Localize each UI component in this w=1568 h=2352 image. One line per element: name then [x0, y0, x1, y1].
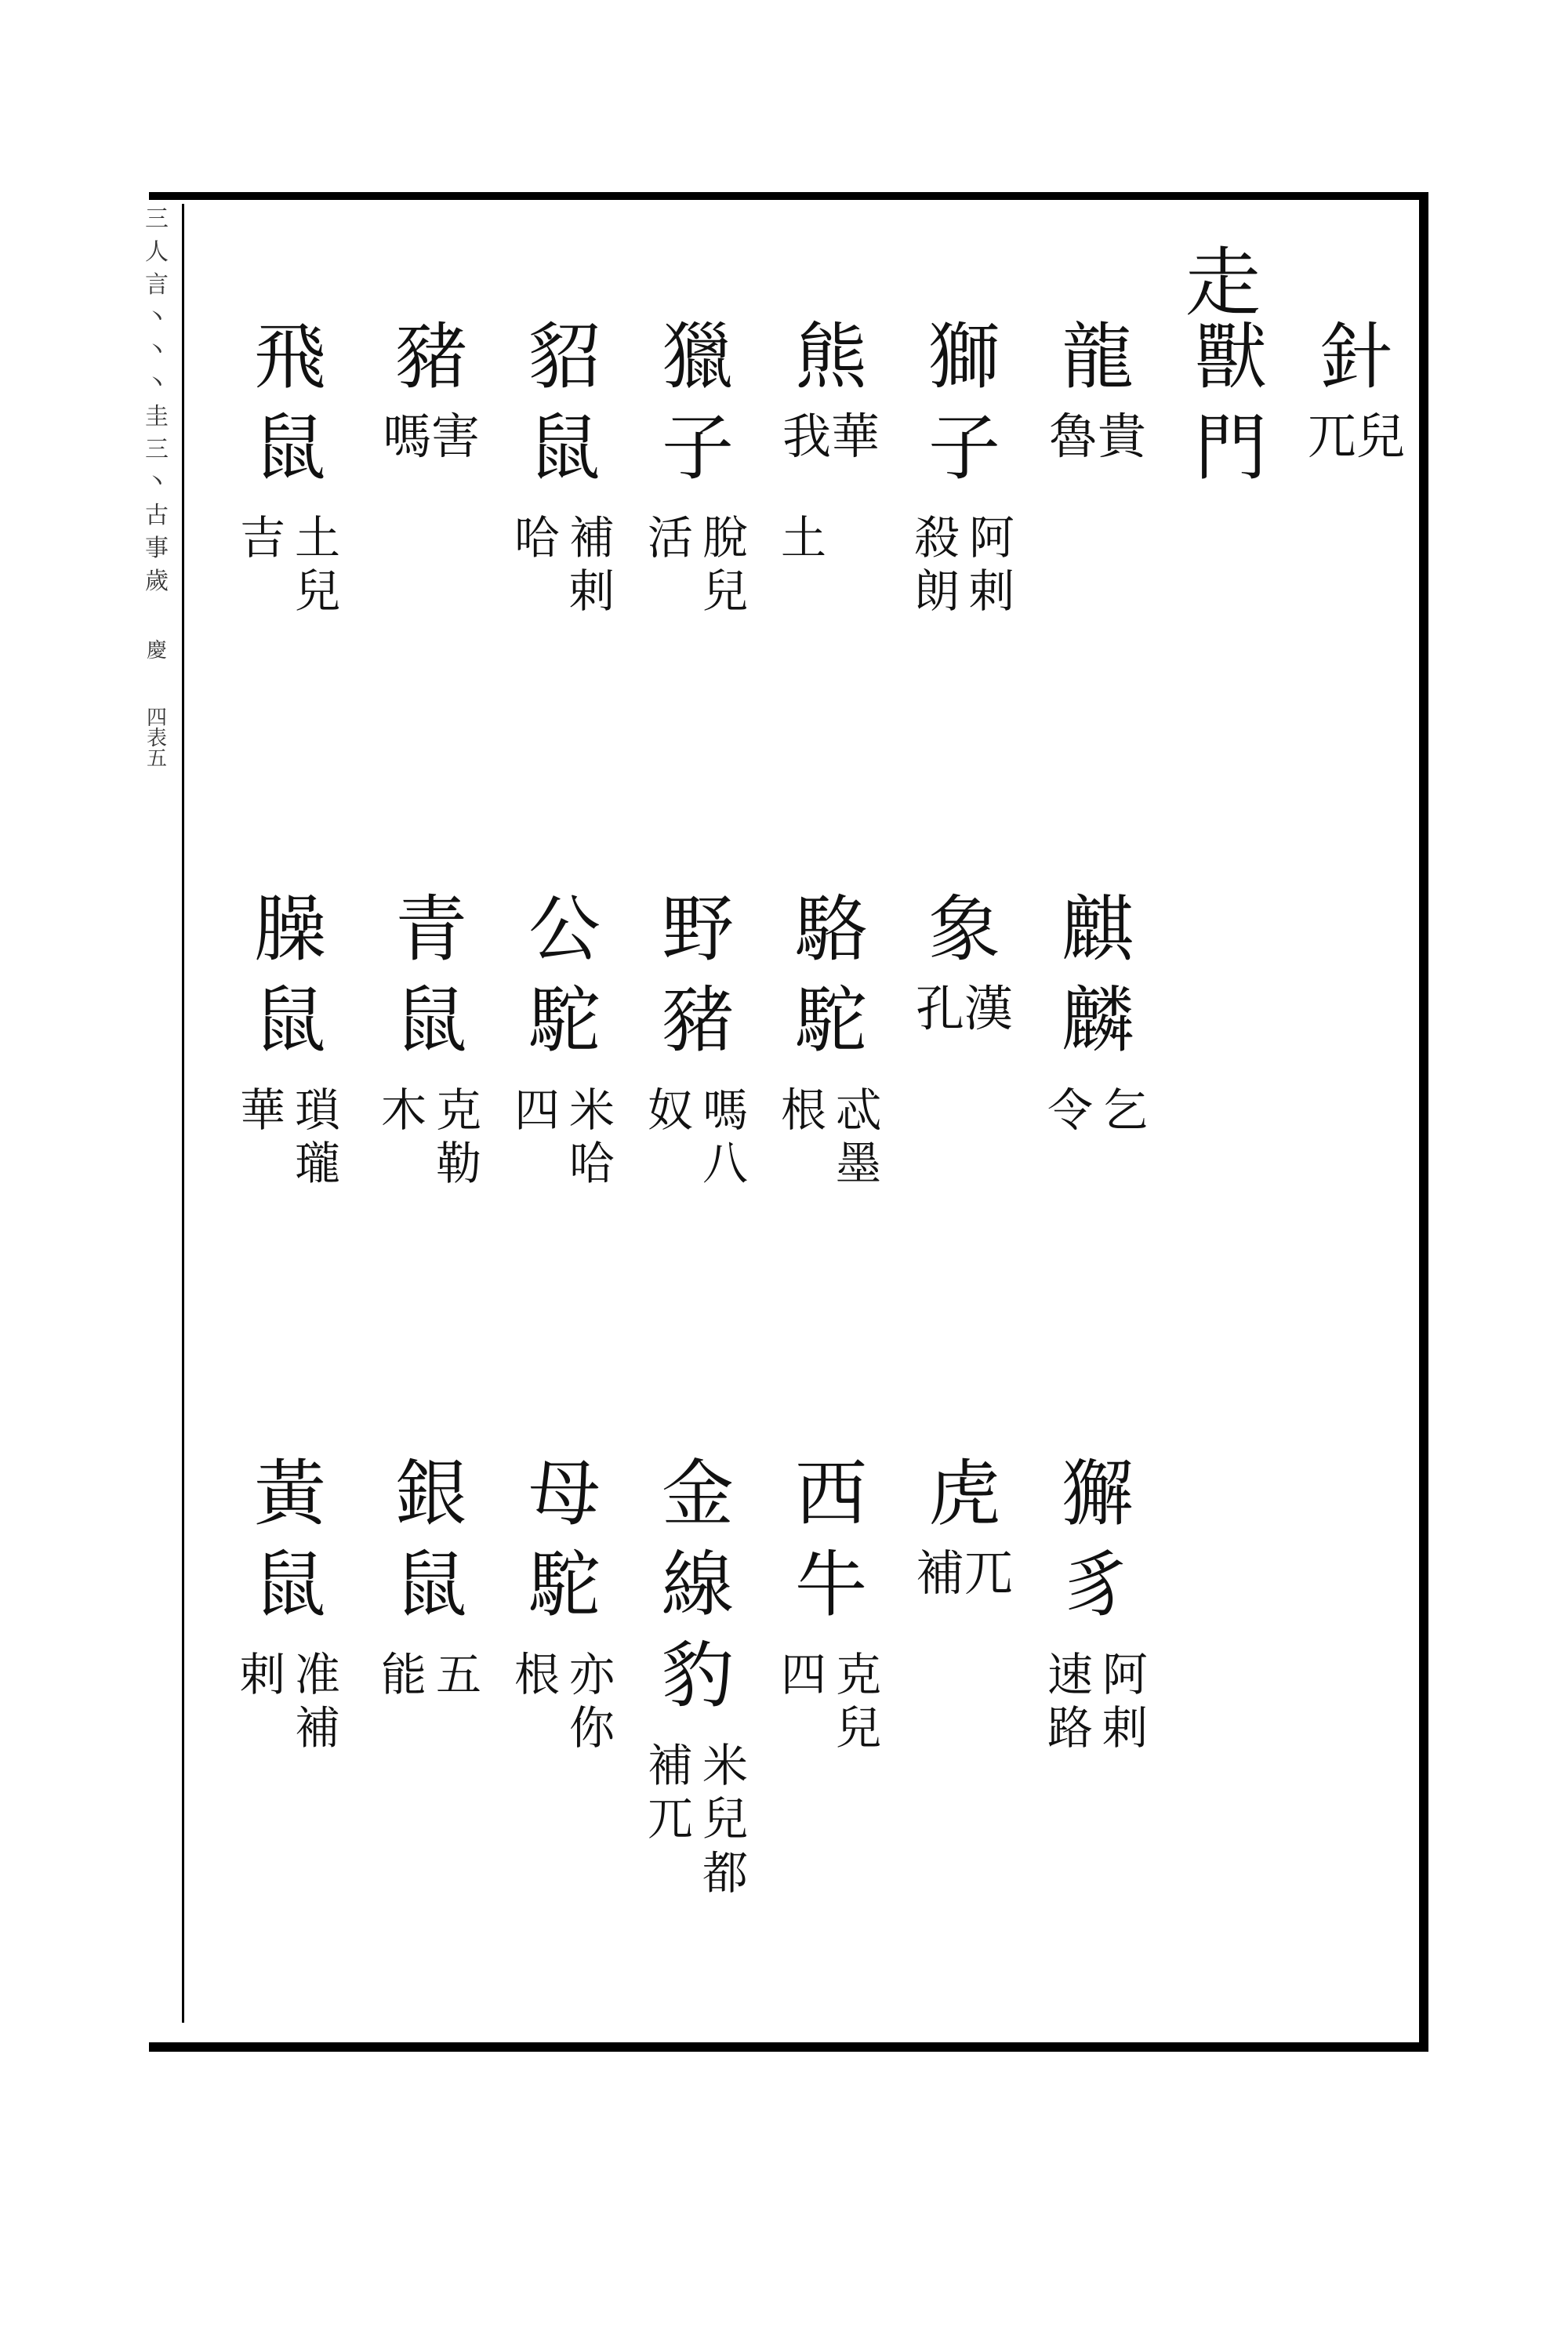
gloss-column	[294, 511, 341, 619]
reading-gloss	[913, 511, 1015, 619]
gloss-char: 四	[514, 1083, 560, 1137]
gloss-char: 剌	[568, 564, 615, 619]
gloss-char: 路	[1047, 1701, 1093, 1755]
headword-char: 獬	[1061, 1452, 1134, 1536]
gloss-column	[913, 511, 960, 619]
gloss-char: 土	[780, 511, 826, 564]
entry-headword	[776, 887, 886, 1076]
inline-gloss: 補兀	[915, 1544, 1013, 1602]
gloss-char: 兀	[647, 1792, 693, 1846]
headword-char: 豬	[394, 315, 467, 399]
headword-char: 獸	[1194, 315, 1267, 399]
headword-char: 龍	[1061, 315, 1134, 399]
gloss-column	[435, 1083, 482, 1191]
gloss-char: 兒	[835, 1701, 881, 1755]
gloss-column	[1047, 1648, 1094, 1755]
entry-headword	[776, 1452, 886, 1640]
headword-char: 豸	[1061, 1543, 1134, 1627]
headword-char: 駝	[528, 978, 601, 1062]
headword-char: 獵	[661, 315, 734, 399]
reading-gloss	[780, 1648, 882, 1755]
entry-headword	[1043, 1452, 1152, 1640]
entry-headword	[376, 887, 486, 1076]
margin-char: 事	[145, 535, 169, 562]
gloss-char: 兒	[702, 564, 748, 619]
reading-gloss	[1047, 1648, 1149, 1755]
gloss-column	[380, 1083, 427, 1191]
reading-gloss	[514, 1648, 615, 1755]
gloss-char: 奴	[647, 1083, 693, 1137]
inline-gloss: 兀兒	[1307, 408, 1405, 465]
headword-char: 青	[394, 887, 467, 971]
headword-char: 虎	[927, 1452, 1000, 1536]
reading-gloss	[380, 1083, 482, 1191]
inline-gloss: 孔漢	[915, 980, 1013, 1037]
gloss-char: 哈	[568, 1137, 615, 1191]
gloss-column	[835, 1083, 882, 1191]
entry-headword	[235, 1452, 345, 1640]
inline-gloss: 我華	[782, 408, 880, 465]
headword-char: 駝	[528, 1543, 601, 1627]
margin-char: 丶	[145, 304, 169, 332]
gloss-column	[568, 1083, 615, 1191]
entry-headword	[909, 1452, 1019, 1640]
headword-char: 豬	[661, 978, 734, 1062]
inline-gloss: 魯貴	[1048, 408, 1146, 465]
gloss-char: 脫	[702, 511, 748, 564]
gloss-char: 嗎	[702, 1083, 748, 1137]
gloss-column	[514, 511, 561, 619]
section-title: 走	[1185, 239, 1261, 327]
entry-headword	[909, 887, 1019, 1076]
entry-headword	[643, 315, 753, 503]
headword-char: 貂	[528, 315, 601, 399]
gloss-column	[702, 1739, 749, 1900]
reading-gloss	[647, 511, 749, 619]
gloss-column	[514, 1083, 561, 1191]
gloss-column	[239, 511, 286, 619]
gloss-column	[380, 1648, 427, 1701]
gloss-column	[835, 1648, 882, 1755]
headword-char: 豹	[661, 1634, 734, 1718]
reading-gloss	[647, 1083, 749, 1191]
gloss-char: 八	[702, 1137, 748, 1191]
margin-char: 歲	[145, 568, 169, 595]
gloss-char: 補	[647, 1739, 693, 1792]
reading-gloss	[1047, 1083, 1149, 1137]
margin-char: 三	[145, 436, 169, 463]
headword-char: 子	[661, 406, 734, 490]
margin-char: 古	[145, 502, 169, 529]
inline-gloss: 嗎害	[382, 408, 480, 465]
headword-char: 象	[927, 887, 1000, 971]
entry-headword	[1301, 315, 1411, 503]
gloss-char: 准	[294, 1648, 340, 1701]
gloss-char: 朗	[913, 564, 960, 619]
gloss-column	[568, 511, 615, 619]
entry-headword	[235, 887, 345, 1076]
gloss-char: 米	[702, 1739, 748, 1792]
gloss-column	[702, 511, 749, 619]
margin-char: 人	[145, 238, 169, 266]
entry-headword	[776, 315, 886, 503]
headword-char: 鼠	[253, 1543, 326, 1627]
gloss-char: 能	[380, 1648, 426, 1701]
gloss-char: 四	[780, 1648, 826, 1701]
gloss-char: 剌	[239, 1648, 285, 1701]
gloss-char: 墨	[835, 1137, 881, 1191]
gloss-char: 土	[294, 511, 340, 564]
gloss-char: 兒	[702, 1792, 748, 1846]
entry-headword	[510, 1452, 619, 1640]
headword-char: 麒	[1061, 887, 1134, 971]
entry-headword	[376, 315, 486, 503]
gloss-column	[702, 1083, 749, 1191]
gloss-char: 剌	[1102, 1701, 1148, 1755]
entry-headword	[909, 315, 1019, 503]
reading-gloss	[647, 1739, 749, 1900]
gloss-char: 米	[568, 1083, 615, 1137]
gloss-char: 阿	[1102, 1648, 1148, 1701]
margin-char: 言	[145, 271, 169, 299]
entry-headword	[1176, 315, 1286, 503]
gloss-char: 忒	[835, 1083, 881, 1137]
headword-char: 鼠	[253, 406, 326, 490]
entry-headword	[510, 887, 619, 1076]
headword-char: 黃	[253, 1452, 326, 1536]
entry-headword	[235, 315, 345, 503]
headword-char: 鼠	[394, 978, 467, 1062]
gloss-column	[435, 1648, 482, 1701]
reading-gloss	[380, 1648, 482, 1701]
headword-char: 鼠	[528, 406, 601, 490]
gloss-char: 瑣	[294, 1083, 340, 1137]
reading-gloss	[514, 1083, 615, 1191]
headword-char: 西	[794, 1452, 867, 1536]
headword-char: 銀	[394, 1452, 467, 1536]
gloss-char: 亦	[568, 1648, 615, 1701]
gloss-char: 五	[435, 1648, 481, 1701]
headword-char: 子	[927, 406, 1000, 490]
gloss-char: 兒	[294, 564, 340, 619]
gloss-column	[780, 1648, 827, 1755]
headword-char: 牛	[794, 1543, 867, 1627]
gloss-char: 令	[1047, 1083, 1093, 1137]
headword-char: 鼠	[253, 978, 326, 1062]
gloss-column	[1102, 1648, 1149, 1755]
headword-char: 野	[661, 887, 734, 971]
gloss-char: 勒	[435, 1137, 481, 1191]
headword-char: 臊	[253, 887, 326, 971]
entry-headword	[643, 887, 753, 1076]
entry-headword	[1043, 315, 1152, 503]
headword-char: 針	[1319, 315, 1392, 399]
gloss-column	[780, 1083, 827, 1191]
gloss-char: 你	[568, 1701, 615, 1755]
headword-char: 金	[661, 1452, 734, 1536]
reading-gloss	[239, 1083, 341, 1191]
gloss-char: 根	[514, 1648, 560, 1701]
gloss-char: 活	[647, 511, 693, 564]
reading-gloss	[780, 1083, 882, 1191]
gloss-char: 華	[239, 1083, 285, 1137]
gloss-column	[647, 1739, 694, 1900]
margin-column	[140, 205, 174, 779]
gloss-column	[239, 1648, 286, 1755]
gloss-char: 瓏	[294, 1137, 340, 1191]
headword-char: 母	[528, 1452, 601, 1536]
headword-char: 鼠	[394, 1543, 467, 1627]
headword-char: 公	[528, 887, 601, 971]
headword-char: 麟	[1061, 978, 1134, 1062]
headword-char: 飛	[253, 315, 326, 399]
reading-gloss	[239, 1648, 341, 1755]
gloss-column	[294, 1648, 341, 1755]
gloss-char: 根	[780, 1083, 826, 1137]
gloss-char: 阿	[968, 511, 1014, 564]
margin-page-number: 四表五	[146, 706, 167, 771]
frame-inner-rule	[182, 204, 184, 2023]
gloss-column	[1047, 1083, 1094, 1137]
entry-headword	[643, 1452, 753, 1731]
gloss-char: 速	[1047, 1648, 1093, 1701]
gloss-char: 吉	[239, 511, 285, 564]
margin-char: 三	[145, 205, 169, 233]
entry-headword	[376, 1452, 486, 1640]
margin-char: 圭	[145, 403, 169, 430]
gloss-char: 克	[835, 1648, 881, 1701]
margin-page-label: 慶	[146, 639, 167, 662]
gloss-char: 殺	[913, 511, 960, 564]
margin-char: 丶	[145, 370, 169, 397]
headword-char: 獅	[927, 315, 1000, 399]
margin-char: 丶	[145, 469, 169, 496]
gloss-char: 補	[294, 1701, 340, 1755]
entry-headword	[1043, 887, 1152, 1076]
gloss-column	[968, 511, 1015, 619]
margin-char: 丶	[145, 337, 169, 365]
gloss-column	[1102, 1083, 1149, 1137]
gloss-char: 都	[702, 1846, 748, 1900]
headword-char: 門	[1194, 406, 1267, 490]
headword-char: 駱	[794, 887, 867, 971]
headword-char: 熊	[794, 315, 867, 399]
gloss-char: 補	[568, 511, 615, 564]
gloss-char: 乞	[1102, 1083, 1148, 1137]
gloss-column	[514, 1648, 561, 1755]
gloss-char: 剌	[968, 564, 1014, 619]
gloss-column	[239, 1083, 286, 1191]
headword-char: 線	[661, 1543, 734, 1627]
headword-char: 駝	[794, 978, 867, 1062]
reading-gloss	[239, 511, 341, 619]
gloss-column	[294, 1083, 341, 1191]
reading-gloss	[780, 511, 827, 564]
gloss-column	[568, 1648, 615, 1755]
gloss-char: 哈	[514, 511, 560, 564]
gloss-column	[647, 1083, 694, 1191]
reading-gloss	[514, 511, 615, 619]
gloss-column	[780, 511, 827, 564]
gloss-char: 克	[435, 1083, 481, 1137]
gloss-column	[647, 511, 694, 619]
gloss-char: 木	[380, 1083, 426, 1137]
entry-headword	[510, 315, 619, 503]
